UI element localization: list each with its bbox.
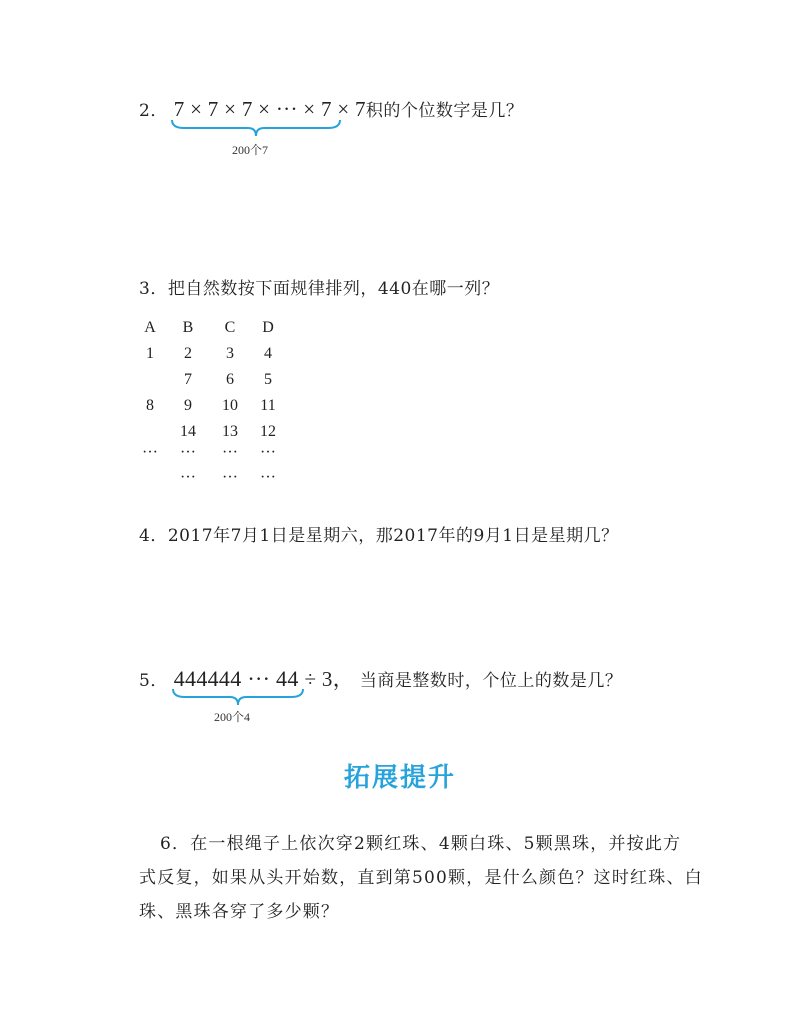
question-number: 2．	[139, 101, 168, 121]
brace-label: 200个4	[214, 710, 251, 724]
question-6-line-3: 珠、黑珠各穿了多少颗？	[139, 902, 340, 922]
table-cell: 9	[184, 397, 192, 414]
table-cell: 13	[222, 423, 238, 440]
section-title: 拓展提升	[344, 763, 457, 793]
table-cell: ···	[222, 444, 238, 461]
table-cell: ···	[260, 469, 276, 486]
table-header: B	[182, 319, 194, 336]
table-cell: 2	[184, 345, 192, 362]
table-cell: ···	[142, 444, 158, 461]
brace-icon	[171, 687, 305, 709]
table-cell: 8	[146, 397, 154, 414]
table-cell: ···	[260, 444, 276, 461]
table-cell: 14	[180, 423, 196, 440]
table-cell: 12	[260, 423, 276, 440]
table-header: D	[262, 319, 274, 336]
question-6-continued	[139, 861, 703, 929]
math-expression: 7 × 7 × 7 × ··· × 7 × 7	[173, 97, 366, 121]
question-text: 当商是整数时，个位上的数是几？	[359, 671, 623, 691]
table-cell: 4	[264, 345, 272, 362]
table-cell: 6	[226, 371, 234, 388]
question-6-line-2: 式反复，如果从头开始数，直到第500颗，是什么颜色？这时红珠、白	[139, 868, 703, 888]
question-text: 积的个位数字是几？	[365, 101, 524, 121]
table-cell: ···	[222, 469, 238, 486]
question-4	[139, 521, 619, 546]
table-cell: 3	[226, 345, 234, 362]
table-cell: ···	[180, 444, 196, 461]
question-text: 把自然数按下面规律排列，440在哪一列？	[167, 279, 500, 299]
question-6	[139, 827, 681, 861]
question-number: 4．	[139, 526, 168, 546]
table-cell: 10	[222, 397, 238, 414]
table-header: C	[224, 319, 236, 336]
math-operator: ÷ 3，	[304, 667, 355, 691]
table-cell: ···	[180, 469, 196, 486]
brace-label: 200个7	[232, 143, 269, 157]
math-expression: 444444 ··· 44	[173, 666, 299, 691]
table-cell: 5	[264, 371, 272, 388]
table-cell: 11	[260, 397, 276, 414]
question-text: 2017年7月1日是星期六，那2017年的9月1日是星期几？	[167, 526, 619, 546]
question-number: 5．	[139, 671, 168, 691]
table-cell: 1	[146, 345, 154, 362]
question-number: 3．	[139, 279, 168, 299]
table-header: A	[144, 319, 156, 336]
number-pattern-table	[0, 0, 800, 500]
question-6-line-1: 6．在一根绳子上依次穿2颗红珠、4颗白珠、5颗黑珠，并按此方	[160, 834, 682, 854]
table-cell: 7	[184, 371, 192, 388]
